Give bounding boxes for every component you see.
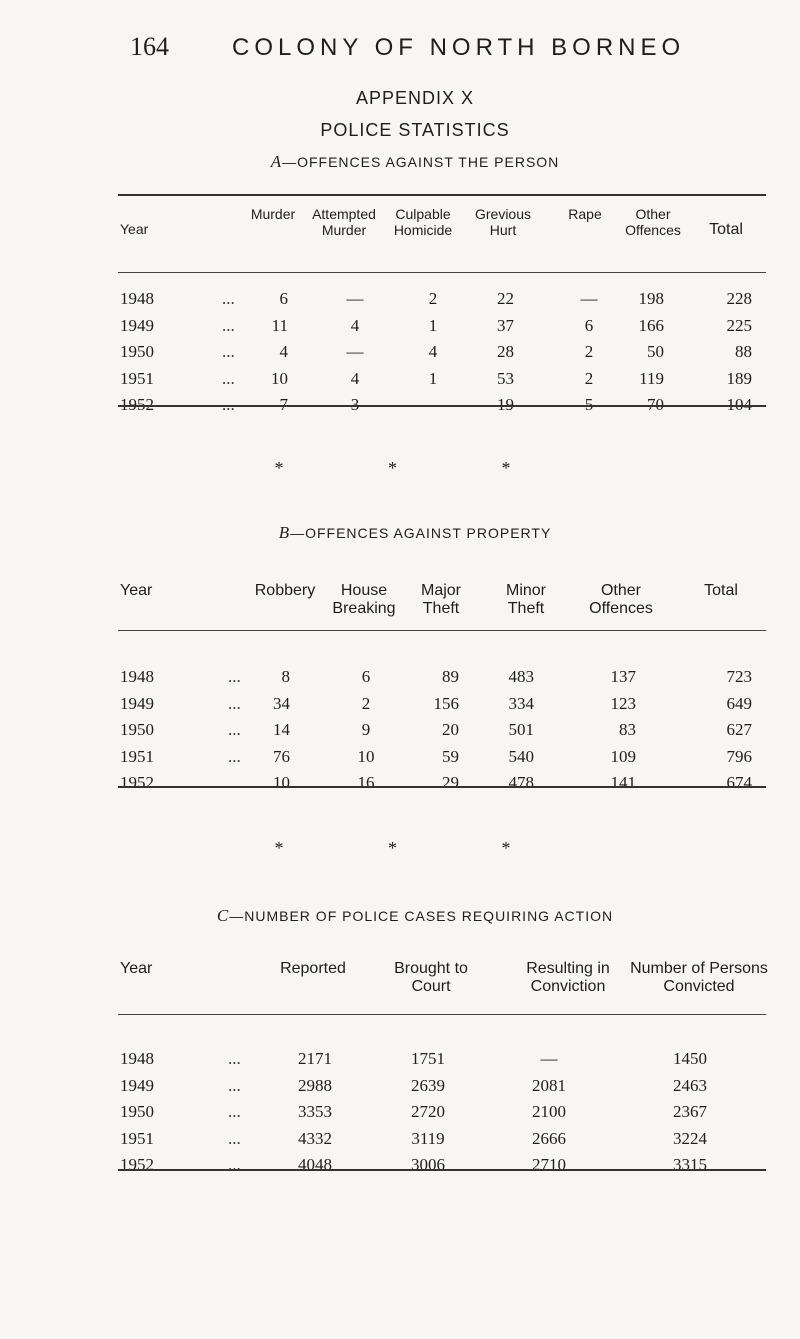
col-header-total: Total [709, 221, 743, 238]
value-cell: 1 [428, 368, 438, 388]
value-cell: 2100 [532, 1102, 566, 1121]
table-row [0, 289, 800, 313]
value-cell: 59 [442, 746, 459, 766]
value-cell: 2463 [673, 1075, 707, 1095]
value-cell: 4 [428, 342, 438, 361]
value-cell: 8 [281, 667, 290, 686]
value-cell: 50 [647, 342, 664, 361]
table-row [0, 667, 800, 691]
leader-dots: ... [228, 746, 241, 766]
col-header-total: Total [704, 582, 738, 599]
leader-dots: ... [222, 315, 235, 335]
value-cell: 2367 [673, 1102, 707, 1121]
value-cell: 16 [357, 773, 375, 792]
year-cell: 1948 [120, 667, 154, 686]
year-cell: 1951 [120, 746, 154, 766]
value-cell: 5 [584, 395, 594, 414]
table-row [0, 694, 800, 718]
separator-stars: * * * [274, 838, 561, 858]
leader-dots: ... [228, 693, 241, 713]
leader-dots: ... [228, 1128, 241, 1148]
leader-dots: ... [228, 1155, 241, 1174]
value-cell: 3 [350, 395, 360, 414]
col-header-major-theft: Major Theft [420, 582, 461, 618]
value-cell: 2171 [298, 1049, 332, 1068]
table-row [0, 1102, 800, 1126]
year-cell: 1951 [120, 1128, 154, 1148]
value-cell: 674 [726, 773, 752, 792]
page-header [0, 32, 800, 72]
col-header-attempted-murder: Attempted Murder [312, 206, 376, 239]
section-c-title [15, 906, 800, 926]
value-cell: 28 [497, 342, 514, 361]
value-cell: — [424, 395, 442, 414]
col-header-house-breaking: House Breaking [332, 582, 396, 618]
section-a-title [15, 152, 800, 172]
section-a-header-rule [118, 272, 766, 273]
year-cell: 1950 [120, 342, 154, 361]
table-row [0, 316, 800, 340]
value-cell: 22 [497, 289, 514, 308]
leader-dots: ... [222, 342, 235, 361]
table-row [0, 395, 800, 419]
value-cell: 2 [584, 342, 594, 361]
table-row [0, 1076, 800, 1100]
leader-dots: ... [222, 368, 235, 388]
section-a-heading: —OFFENCES AGAINST THE PERSON [282, 154, 560, 170]
value-cell: 34 [273, 693, 290, 713]
leader-dots: ... [228, 1075, 241, 1095]
value-cell: 3315 [673, 1155, 707, 1174]
col-header-reported: Reported [280, 960, 346, 977]
value-cell: 119 [639, 368, 664, 388]
col-header-resulting-in-conviction: Resulting in Conviction [526, 960, 610, 996]
value-cell: 3224 [673, 1128, 707, 1148]
value-cell: — [540, 1049, 558, 1068]
table-row [0, 720, 800, 744]
col-header-brought-to-court: Brought to Court [394, 960, 468, 996]
leader-dots: ... [222, 395, 235, 414]
leader-dots: ... [228, 1102, 241, 1121]
table-row [0, 773, 800, 797]
col-header-year: Year [120, 582, 153, 599]
running-title: COLONY OF NORTH BORNEO [232, 34, 686, 61]
value-cell: 4332 [298, 1128, 332, 1148]
value-cell: 9 [361, 720, 371, 739]
value-cell: 627 [726, 720, 752, 739]
section-a-letter: A [270, 152, 283, 171]
value-cell: 3119 [411, 1128, 445, 1148]
value-cell: 796 [726, 746, 752, 766]
value-cell: 334 [508, 693, 534, 713]
value-cell: 1 [428, 315, 438, 335]
value-cell: 6 [584, 315, 594, 335]
col-header-other-offences: Other Offences [589, 582, 653, 618]
table-row [0, 1155, 800, 1179]
value-cell: 189 [726, 368, 752, 388]
value-cell: 1450 [673, 1049, 707, 1068]
col-header-other-offences: Other Offences [625, 206, 681, 239]
value-cell: 70 [647, 395, 664, 414]
appendix-title: APPENDIX X [355, 88, 475, 108]
value-cell: 11 [271, 315, 288, 335]
value-cell: 2 [361, 693, 371, 713]
table-row [0, 1129, 800, 1153]
value-cell: 141 [610, 773, 636, 792]
section-c-header-rule [118, 1014, 766, 1015]
section-b-header-rule [118, 630, 766, 631]
col-header-minor-theft: Minor Theft [505, 582, 546, 618]
value-cell: 109 [610, 746, 636, 766]
value-cell: 228 [726, 289, 752, 308]
col-header-year: Year [120, 960, 153, 977]
value-cell: 10 [271, 368, 288, 388]
value-cell: 137 [610, 667, 636, 686]
value-cell: 1751 [411, 1049, 445, 1068]
value-cell: 6 [279, 289, 288, 308]
year-cell: 1951 [120, 368, 154, 388]
value-cell: 20 [442, 720, 459, 739]
value-cell: 2639 [411, 1075, 445, 1095]
value-cell: 225 [726, 315, 752, 335]
section-a-top-rule [118, 194, 766, 196]
value-cell: 4048 [298, 1155, 332, 1174]
col-header-grevious-hurt: Grevious Hurt [474, 206, 532, 239]
value-cell: 649 [726, 693, 752, 713]
value-cell: 53 [497, 368, 514, 388]
value-cell: 6 [361, 667, 371, 686]
value-cell: 166 [638, 315, 664, 335]
value-cell: 29 [442, 773, 459, 792]
section-b-heading: —OFFENCES AGAINST PROPERTY [290, 525, 552, 541]
year-cell: 1952 [120, 395, 154, 414]
value-cell: 88 [735, 342, 752, 361]
leader-dots: ... [228, 1049, 241, 1068]
value-cell: — [346, 289, 364, 308]
value-cell: — [346, 342, 364, 361]
table-row [0, 369, 800, 393]
value-cell: 10 [273, 773, 290, 792]
value-cell: 478 [508, 773, 534, 792]
year-cell: 1950 [120, 720, 154, 739]
year-cell: 1950 [120, 1102, 154, 1121]
value-cell: 540 [508, 746, 534, 766]
section-b-letter: B [278, 523, 291, 542]
col-header-rape: Rape [568, 206, 602, 222]
col-header-culpable-homicide: Culpable Homicide [393, 206, 453, 239]
value-cell: 123 [610, 693, 636, 713]
value-cell: 2720 [411, 1102, 445, 1121]
value-cell: 37 [497, 315, 514, 335]
year-cell: 1949 [120, 315, 154, 335]
value-cell: 723 [726, 667, 752, 686]
stats-title: POLICE STATISTICS [320, 120, 510, 140]
year-cell: 1949 [120, 1075, 154, 1095]
col-header-robbery: Robbery [254, 582, 316, 599]
value-cell: 2081 [532, 1075, 566, 1095]
value-cell: 10 [357, 746, 375, 766]
value-cell: 2988 [298, 1075, 332, 1095]
col-header-persons-convicted: Number of Persons Convicted [630, 960, 768, 996]
value-cell: 4 [350, 368, 360, 388]
section-a-bottom-rule [118, 405, 766, 407]
value-cell: 104 [726, 395, 752, 414]
value-cell: 19 [497, 395, 514, 414]
table-row [0, 1049, 800, 1073]
year-cell: 1948 [120, 289, 154, 308]
value-cell: 89 [442, 667, 459, 686]
value-cell: 156 [433, 693, 459, 713]
year-cell: 1948 [120, 1049, 154, 1068]
separator-stars: * * * [274, 458, 561, 478]
section-c-heading: —NUMBER OF POLICE CASES REQUIRING ACTION [229, 908, 614, 924]
page-number: 164 [130, 32, 169, 61]
table-row [0, 747, 800, 771]
value-cell: 483 [508, 667, 534, 686]
section-c-bottom-rule [118, 1169, 766, 1171]
value-cell: 3353 [298, 1102, 332, 1121]
section-b-title [15, 523, 800, 543]
value-cell: 198 [638, 289, 664, 308]
year-cell: 1952 [120, 1155, 154, 1174]
leader-dots: ... [228, 667, 241, 686]
value-cell: 76 [273, 746, 290, 766]
value-cell: — [580, 289, 598, 308]
value-cell: 83 [619, 720, 636, 739]
col-header-murder: Murder [250, 206, 296, 222]
leader-dots: ... [228, 773, 241, 792]
value-cell: 4 [279, 342, 288, 361]
section-c-letter: C [216, 906, 230, 925]
year-cell: 1952 [120, 773, 154, 792]
value-cell: 4 [350, 315, 360, 335]
value-cell: 7 [279, 395, 288, 414]
value-cell: 2666 [532, 1128, 566, 1148]
leader-dots: ... [228, 720, 241, 739]
value-cell: 3006 [411, 1155, 445, 1174]
value-cell: 14 [273, 720, 290, 739]
col-header-year: Year [120, 221, 149, 237]
section-b-bottom-rule [118, 786, 766, 788]
value-cell: 2 [428, 289, 438, 308]
table-row [0, 342, 800, 366]
value-cell: 501 [508, 720, 534, 739]
leader-dots: ... [222, 289, 235, 308]
year-cell: 1949 [120, 693, 154, 713]
value-cell: 2 [584, 368, 594, 388]
value-cell: 2710 [532, 1155, 566, 1174]
